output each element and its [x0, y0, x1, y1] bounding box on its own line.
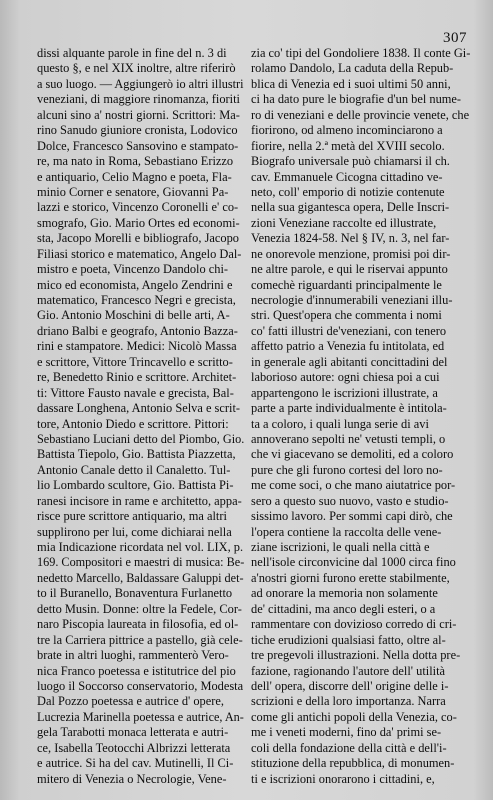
- text-line: appartengono le iscrizioni illustrate, a: [251, 385, 438, 400]
- text-line: come gli antichi popoli della Venezia, co-: [251, 709, 457, 724]
- text-line: co' fatti illustri de'veneziani, con tenero: [251, 323, 447, 338]
- text-line: brate in altri luoghi, rammenterò Vero-: [37, 648, 229, 663]
- text-line: affetto patrio a Venezia fu intitolata, ed: [251, 339, 445, 354]
- text-line: tre pregevoli illustrazioni. Nella dotta pre-: [251, 648, 461, 663]
- text-line: mistro e poeta, Vincenzo Dandolo chi-: [37, 262, 229, 277]
- text-line: me come soci, o che mano aiutatrice por-: [251, 478, 456, 493]
- text-line: a suo luogo. — Aggiungerò io altri illustri: [37, 76, 244, 91]
- text-line: Filiasi storico e matematico, Angelo Dal-: [37, 246, 242, 261]
- text-line: luogo il Soccorso conservatorio, Modesta: [37, 678, 244, 693]
- text-line: risce pure scrittore antiquario, ma altri: [37, 509, 227, 524]
- text-line: ti e iscrizioni onorarono i cittadini, e,: [251, 771, 435, 786]
- text-line: lazzi e storico, Vincenzo Coronelli e' co-: [37, 200, 239, 215]
- text-line: dassare Longhena, Antonio Selva e scrit-: [37, 401, 241, 416]
- text-line: veneziani, di maggiore rinomanza, fioriti: [37, 92, 240, 107]
- text-line: fiorirono, od almeno incominciarono a: [251, 123, 443, 138]
- text-line: questo §, e nel XIX inoltre, altre riferirò: [37, 61, 236, 76]
- text-line: Biografo universale può chiamarsi il ch.: [251, 154, 450, 169]
- text-line: stri. Quest'opera che commenta i nomi: [251, 308, 442, 323]
- text-line: detto Musin. Donne: oltre la Fedele, Cor-: [37, 601, 242, 616]
- text-line: Dal Pozzo poetessa e autrice d' opere,: [37, 694, 224, 709]
- text-line: de' cittadini, ma anco degli esteri, o a: [251, 601, 436, 616]
- text-line: zia co' tipi del Gondoliere 1838. Il conte Gi-: [251, 46, 471, 60]
- text-line: dissi alquante parole in fine del n. 3 di: [37, 46, 227, 60]
- text-line: re, Benedetto Rinio e scrittore. Architet-: [37, 370, 237, 385]
- text-line: Antonio Canale detto il Canaletto. Tul-: [37, 462, 231, 477]
- text-line: rini e stampatore. Medici: Nicolò Massa: [37, 339, 237, 354]
- text-line: zioni Veneziane raccolte ed illustrate,: [251, 215, 437, 230]
- text-line: ta a coloro, i quali lunga serie di avi: [251, 416, 429, 431]
- text-line: ad onorare la memoria non solamente: [251, 586, 438, 601]
- text-line: in generale agli abitanti concittadini del: [251, 354, 448, 369]
- text-line: 169. Compositori e maestri di musica: Be-: [37, 555, 244, 570]
- text-line: e antiquario, Celio Magno e poeta, Fla-: [37, 169, 232, 184]
- text-line: nell'isole circonvicine dal 1000 circa fino: [251, 555, 456, 570]
- text-line: laborioso autore: ogni chiesa poi a cui: [251, 370, 440, 385]
- text-line: rammentare con dovizioso corredo di cri-: [251, 617, 457, 632]
- text-line: sissimo lavoro. Per sommi capi dirò, che: [251, 509, 453, 524]
- text-line: mico ed economista, Angelo Zendrini e: [37, 277, 233, 292]
- text-line: Sebastiano Luciani detto del Piombo, Gio.: [37, 431, 244, 446]
- text-line: re, ma nato in Roma, Sebastiano Erizzo: [37, 154, 234, 169]
- text-line: nella sua gigantesca opera, Delle Inscri-: [251, 200, 450, 215]
- text-line: ce, Isabella Teotocchi Albrizzi letterata: [37, 740, 231, 755]
- text-line: naro Piscopia laureata in filosofia, ed ol-: [37, 617, 239, 632]
- text-line: to il Buranello, Bonaventura Furlanetto: [37, 586, 233, 601]
- left-text-column: [37, 46, 244, 787]
- text-line: stituzione della repubblica, di monumen-: [251, 756, 455, 771]
- text-line: lio Lombardo scultore, Gio. Battista Pi-: [37, 478, 234, 493]
- text-line: minio Corner e senatore, Giovanni Pa-: [37, 184, 229, 199]
- text-line: fiorire, nella 2.ª metà del XVIII secolo.: [251, 138, 445, 153]
- text-line: a'nostri giorni furono erette stabilmente,: [251, 570, 450, 585]
- text-line: ne altre parole, e qui le riservai appunto: [251, 262, 448, 277]
- text-line: ranesi incisore in rame e architetto, appa-: [37, 493, 242, 508]
- page-number: 307: [443, 30, 467, 46]
- text-line: dell' opera, discorre dell' origine delle i-: [251, 678, 449, 693]
- text-line: ti: Vittore Fausto navale e grecista, Bal-: [37, 385, 234, 400]
- text-line: alcuni sino a' nostri giorni. Scrittori: Ma-: [37, 107, 240, 122]
- text-line: annoverano sepolti ne' vetusti templi, o: [251, 431, 446, 446]
- right-text-column: [251, 46, 472, 787]
- text-line: ziane iscrizioni, le quali nella città e: [251, 540, 430, 554]
- text-line: scrizioni e della loro importanza. Narra: [251, 694, 446, 709]
- text-line: nedetto Marcello, Baldassare Galuppi det-: [37, 570, 244, 585]
- text-line: mia Indicazione ricordata nel vol. LIX, p.: [37, 540, 244, 554]
- text-line: cav. Emmanuele Cicogna cittadino ve-: [251, 169, 443, 184]
- text-line: Lucrezia Marinella poetessa e autrice, An-: [37, 709, 244, 724]
- text-line: sta, Jacopo Morelli e bibliografo, Jacopo: [37, 231, 239, 246]
- text-line: e autrice. Si ha del cav. Mutinelli, Il Ci-: [37, 756, 234, 771]
- text-line: supplirono per lui, come dichiarai nella: [37, 524, 232, 539]
- text-line: e scrittore, Vittore Trincavello e scritto-: [37, 354, 233, 369]
- text-line: Dolce, Francesco Sansovino e stampato-: [37, 138, 239, 153]
- text-line: fazione, ragionando l'autore dell' utilità: [251, 663, 446, 678]
- text-line: tre la Carriera pittrice a pastello, già cele-: [37, 632, 243, 647]
- text-line: coli della fondazione della città e dell'i-: [251, 740, 447, 755]
- text-line: pure che gli furono cortesi del loro no-: [251, 462, 443, 477]
- text-line: tore, Antonio Diedo e scrittore. Pittori:: [37, 416, 229, 431]
- text-line: ci ha dato pure le biografie d'un bel nume-: [251, 92, 462, 107]
- text-line: l'opera contiene la raccolta delle vene-: [251, 524, 442, 539]
- text-line: mitero di Venezia o Necrologie, Vene-: [37, 771, 227, 786]
- text-line: necrologie d'innumerabili veneziani illu-: [251, 293, 453, 307]
- text-line: Battista Tiepolo, Gio. Battista Piazzetta,: [37, 447, 236, 462]
- text-line: gela Tarabotti monaca letterata e autri-: [37, 725, 229, 740]
- text-line: neto, coll' emporio di notizie contenute: [251, 184, 445, 199]
- text-line: blica di Venezia ed i suoi ultimi 50 anni,: [251, 76, 451, 91]
- text-line: tiche erudizioni qualsiasi fatto, oltre al-: [251, 632, 446, 647]
- text-line: rolamo Dandolo, La caduta della Repub-: [251, 61, 454, 76]
- text-line: driano Balbi e geografo, Antonio Bazza-: [37, 323, 238, 338]
- text-line: rino Sanudo giuniore cronista, Lodovico: [37, 123, 238, 138]
- text-line: che vi giacevano se demoliti, ed a coloro: [251, 447, 454, 462]
- text-line: sero a questo suo nuovo, vasto e studio-: [251, 493, 449, 508]
- text-line: ro di veneziani e delle provincie venete, che: [251, 107, 470, 122]
- text-line: nica Franco poetessa e istitutrice del pio: [37, 663, 236, 678]
- text-line: parte a parte individualmente è intitola-: [251, 401, 447, 416]
- text-line: me i veneti moderni, fino da' primi se-: [251, 725, 442, 740]
- text-line: smografo, Gio. Mario Ortes ed economi-: [37, 215, 240, 230]
- text-line: comechè riguardanti principalmente le: [251, 277, 442, 292]
- text-line: Venezia 1824-58. Nel § IV, n. 3, nel far-: [251, 231, 450, 246]
- text-line: Gio. Antonio Moschini di belle arti, A-: [37, 308, 230, 323]
- text-line: ne onorevole menzione, promisi poi dir-: [251, 246, 451, 261]
- text-line: matematico, Francesco Negri e grecista,: [37, 293, 236, 307]
